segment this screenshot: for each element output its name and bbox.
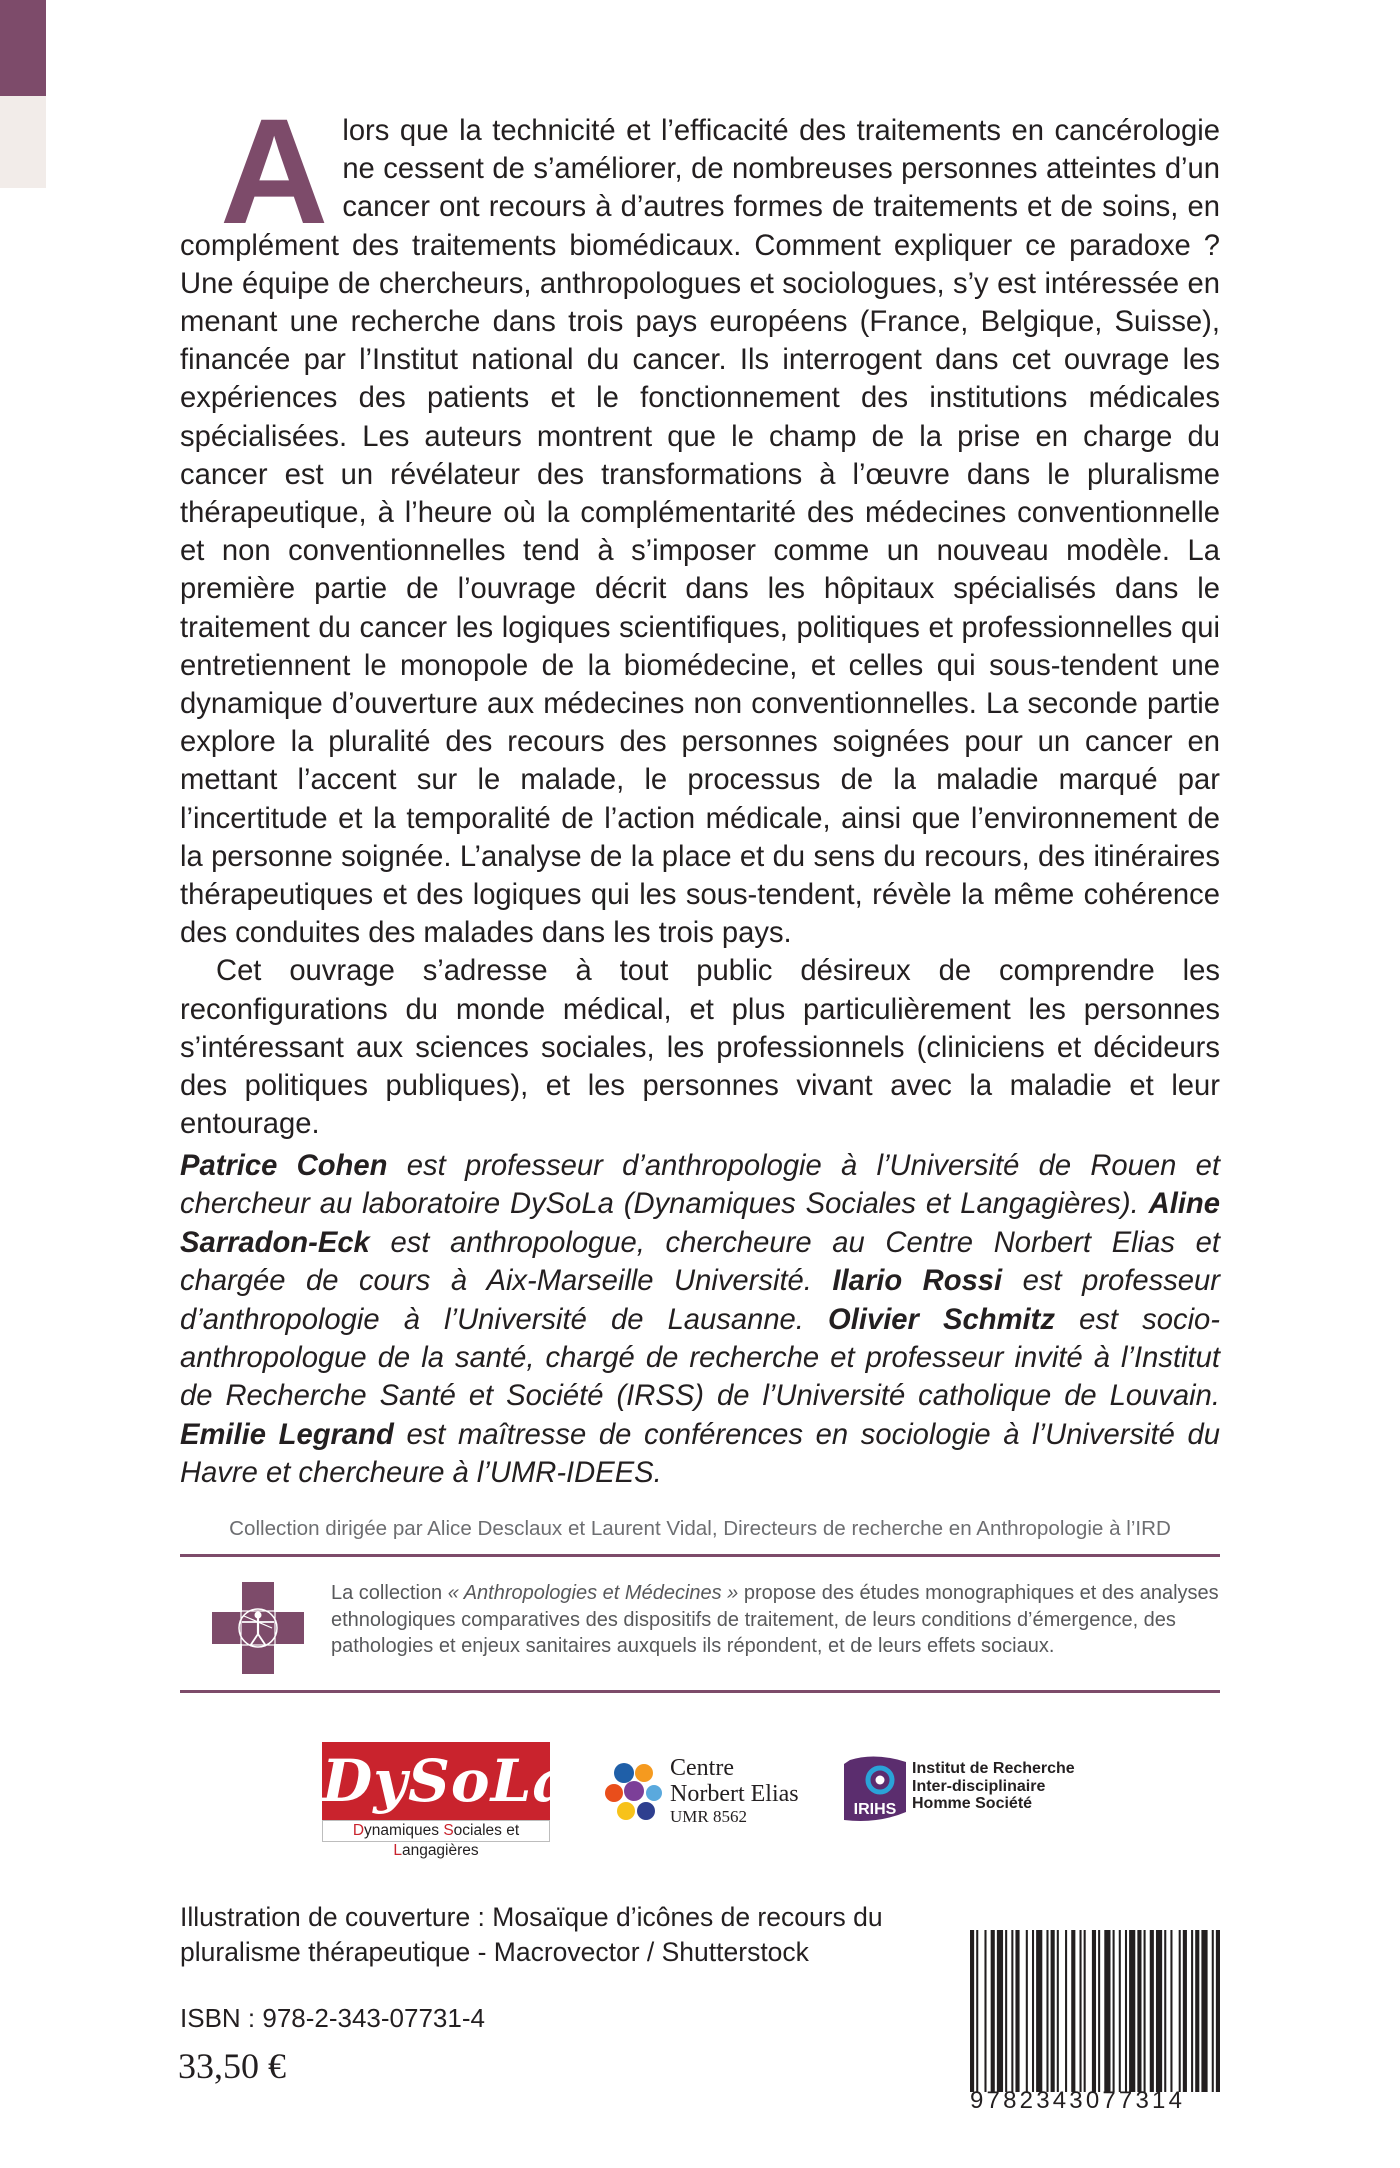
vitruvian-cross-logo-icon	[212, 1582, 304, 1674]
corner-tab	[0, 0, 46, 96]
barcode-bar	[1080, 1930, 1082, 2092]
barcode-bar	[970, 1930, 974, 2092]
cover-illustration-credit: Illustration de couverture : Mosaïque d’icônes de recours du pluralisme thérapeutique - Macrovector / Shutterstock	[180, 1902, 883, 1967]
dysola-subtitle: Dynamiques Sociales et Langagières	[322, 1820, 550, 1842]
irihs-logo	[838, 1752, 1088, 1832]
barcode-bar	[1216, 1930, 1220, 2092]
barcode-bar	[1156, 1930, 1162, 2092]
drop-cap: A	[220, 87, 329, 255]
author-description: est socio-anthropologue de la santé, chargé de recherche et professeur invité à l’Institut de Recherche Santé et Société (IRSS) de l’Université catholique de Louvain.	[180, 1303, 1221, 1413]
barcode-bar	[1212, 1930, 1214, 2092]
barcode-bar	[1201, 1930, 1207, 2092]
back-cover-blurb	[180, 87, 1220, 1143]
divider-top	[180, 1554, 1220, 1557]
elias-dots-icon	[602, 1759, 666, 1823]
collection-description-prefix: La collection	[331, 1582, 448, 1604]
author-description: est anthropologue, chercheure au Centre Norbert Elias et chargée de cours à Aix-Marseille Université.	[180, 1226, 1220, 1298]
irihs-text: Institut de Recherche Inter-disciplinaire Homme Société	[912, 1760, 1075, 1812]
barcode-bar	[1051, 1930, 1055, 2092]
author-description: est professeur d’anthropologie à l’Université de Rouen et chercheur au laboratoire DySoLa (Dynamiques Sociales et Langagières).	[180, 1150, 1220, 1221]
barcode-bar	[1144, 1930, 1146, 2092]
author-name: Ilario Rossi	[832, 1265, 1003, 1298]
dysola-wordmark: DySoLa	[322, 1742, 550, 1820]
barcode-bar	[1046, 1930, 1048, 2092]
author-name: Patrice Cohen	[180, 1150, 388, 1182]
barcode-bar	[1183, 1930, 1187, 2092]
barcode-bar	[1011, 1930, 1013, 2092]
barcode-bar	[1137, 1930, 1141, 2092]
barcode-bar	[1195, 1930, 1199, 2092]
author-description: est professeur d’anthropologie à l’Université de Lausanne.	[180, 1265, 1220, 1336]
barcode-bar	[1057, 1930, 1059, 2092]
barcode-bar	[1036, 1930, 1042, 2092]
irihs-badge-icon	[840, 1754, 910, 1826]
corner-tab-light	[0, 96, 46, 188]
barcode-bar	[1129, 1930, 1135, 2092]
barcode-bar	[991, 1930, 995, 2092]
barcode-bar	[1026, 1930, 1028, 2092]
barcode-bar	[1191, 1930, 1193, 2092]
author-description: est maîtresse de conférences en sociologie à l’Université du Havre et chercheure à l’UMR-IDEES.	[180, 1418, 1221, 1490]
author-name: Aline Sarradon-Eck	[180, 1188, 1220, 1259]
price: 33,50 €	[178, 2046, 286, 2086]
barcode-bar	[1098, 1930, 1100, 2092]
author-bios	[180, 1147, 1220, 1493]
blurb-paragraph-1-text: lors que la technicité et l’efficacité des traitements en cancérologie ne cessent de s’améliorer, de nombreuses personnes atteintes d’un cancer ont recours à d’autres formes de traitements et de soins, en complément des traitements biomédicaux. Comment expliquer ce paradoxe ? Une équipe de chercheurs, anthropologues et sociologues, s’y est intéressée en menant une recherche dans trois pays européens (France, Belgique, Suisse), financée par l’Institut national du cancer. Ils interrogent dans cet ouvrage les expériences des patients et le fonctionnement des institutions médicales spécialisées. Les auteurs montrent que le champ de la prise en charge du cancer est un révélateur des transformations à l’œuvre dans le pluralisme thérapeutique, à l’heure où la complémentarité des médecines conventionnelle et non conventionnelles tend à s’imposer comme un nouveau modèle. La première partie de l’ouvrage décrit dans les hôpitaux spécialisés dans le traitement du cancer les logiques scientifiques, politiques et professionnelles qui entretiennent le monopole de la biomédecine, et celles qui sous-tendent une dynamique d’ouverture aux médecines non conventionnelles. La seconde partie explore la pluralité des recours des personnes soignées pour un cancer en mettant l’accent sur le malade, le processus de la maladie marqué par l’incertitude et la temporalité de l’action médicale, ainsi que l’environnement de la personne soignée. L’analyse de la place et du sens du recours, des itinéraires thérapeutiques et des logiques qui les sous-tendent, révèle la même cohérence des conduites des malades dans les trois pays.	[180, 115, 1220, 950]
barcode-bar	[1164, 1930, 1166, 2092]
norbert-elias-logo	[602, 1755, 832, 1827]
barcode-bar	[1005, 1930, 1007, 2092]
barcode-bar	[1104, 1930, 1110, 2092]
barcode-bar	[1071, 1930, 1075, 2092]
irihs-badge-text: IRIHS	[853, 1801, 897, 1818]
barcode-bar	[1150, 1930, 1154, 2092]
barcode-bar	[997, 1930, 1003, 2092]
blurb-paragraph-2: Cet ouvrage s’adresse à tout public désireux de comprendre les reconfigurations du monde médical, et plus particulièrement les personnes s’intéressant aux sciences sociales, les professionnels (cliniciens et décideurs des politiques publiques), et les personnes vivant avec la maladie et leur entourage.	[180, 955, 1220, 1141]
author-name: Emilie Legrand	[180, 1418, 394, 1451]
collection-description-text: propose des études monographiques et des analyses ethnologiques comparatives des dispositifs de traitement, de leurs conditions d’émergence, des pathologies et enjeux sanitaires auxquels ils répondent, et de leurs effets sociaux.	[331, 1582, 1219, 1657]
isbn: ISBN : 978-2-343-07731-4	[180, 2003, 485, 2033]
barcode-bar	[1092, 1930, 1096, 2092]
dysola-logo	[322, 1742, 571, 1859]
author-name: Olivier Schmitz	[828, 1303, 1055, 1336]
barcode-bar	[1065, 1930, 1067, 2092]
elias-text: Centre Norbert Elias UMR 8562	[670, 1755, 799, 1826]
barcode-bar	[1170, 1930, 1172, 2092]
barcode-bar	[984, 1930, 986, 2092]
barcode-bar	[976, 1930, 978, 2092]
barcode-icon	[970, 1930, 1220, 2092]
divider-bottom	[180, 1690, 1220, 1693]
barcode-bar	[1179, 1930, 1181, 2092]
collection-title: « Anthropologies et Médecines »	[447, 1582, 739, 1604]
collection-directors: Collection dirigée par Alice Desclaux et Laurent Vidal, Directeurs de recherche en Anthropologie à l’IRD	[229, 1517, 1171, 1540]
blurb-paragraph-1	[180, 87, 1220, 952]
barcode-bar	[1119, 1930, 1121, 2092]
barcode-bar	[1125, 1930, 1127, 2092]
collection-description	[331, 1580, 1221, 1660]
barcode-bar	[1032, 1930, 1034, 2092]
barcode-digits: 9782343077314	[970, 2087, 1186, 2114]
barcode-bar	[1084, 1930, 1086, 2092]
barcode-bar	[1015, 1930, 1019, 2092]
barcode-bar	[1113, 1930, 1115, 2092]
